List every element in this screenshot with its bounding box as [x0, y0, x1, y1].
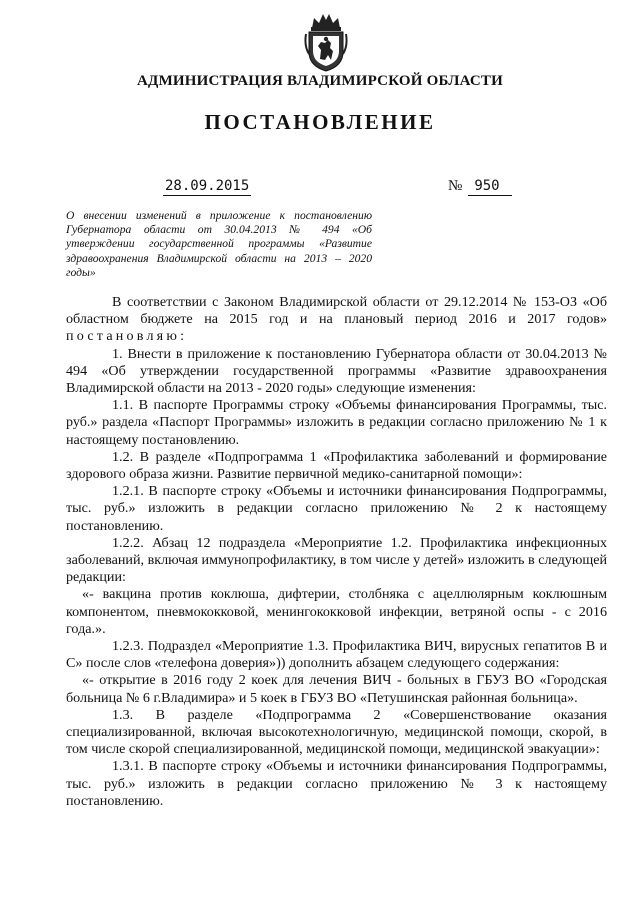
- paragraph-1-3-1: 1.3.1. В паспорте строку «Объемы и источники финансирования Подпрограммы, тыс. руб.» изложить в редакции согласно приложению № 3 к настоящему постановлению.: [66, 758, 607, 809]
- paragraph-1-2-3: 1.2.3. Подраздел «Мероприятие 1.3. Профилактика ВИЧ, вирусных гепатитов В и С» после слов «телефона доверия»)) дополнить абзацем следующего содержания:: [66, 638, 607, 672]
- preamble-paragraph: [66, 294, 607, 346]
- paragraph-1: 1. Внести в приложение к постановлению Губернатора области от 30.04.2013 № 494 «Об утверждении государственной программы «Развитие здравоохранения Владимирской области на 2013 - 2020 годы» следующие изменения:: [66, 345, 607, 397]
- paragraph-1-3: 1.3. В разделе «Подпрограмма 2 «Совершенствование оказания специализированной, включая высокотехнологичную, медицинской помощи, скорой, в том числе скорой специализированной, медицинской помощи, медицинской эвакуации»:: [66, 706, 607, 758]
- document-subject: О внесении изменений в приложение к постановлению Губернатора области от 30.04.2013 № 494 «Об утверждении государственной программы «Развитие здравоохранения Владимирской области на 2013 – 2020 годы»: [66, 209, 372, 279]
- coat-of-arms-icon: [304, 10, 348, 72]
- document-body: [66, 294, 607, 810]
- document-date: 28.09.2015: [165, 178, 250, 194]
- quoted-hiv-beds-paragraph: «- открытие в 2016 году 2 коек для лечения ВИЧ - больных в ГБУЗ ВО «Городская больница № 6 г.Владимира» и 5 коек в ГБУЗ ВО «Петушинская районная больница».: [66, 672, 607, 706]
- organization-name: АДМИНИСТРАЦИЯ ВЛАДИМИРСКОЙ ОБЛАСТИ: [137, 73, 503, 89]
- paragraph-1-2-2: 1.2.2. Абзац 12 подраздела «Мероприятие 1.2. Профилактика инфекционных заболеваний, включая иммунопрофилактику, в том числе у детей» изложить в следующей редакции:: [66, 534, 607, 586]
- paragraph-1-1: 1.1. В паспорте Программы строку «Объемы финансирования Программы, тыс. руб.» раздела «Паспорт Программы» изложить в редакции согласно приложению № 1 к настоящему постановлению.: [66, 397, 607, 448]
- document-number: [448, 178, 512, 195]
- preamble-text: В соответствии с Законом Владимирской области от 29.12.2014 № 153-ОЗ «Об областном бюджете на 2015 год и на плановый период 2016 и 2017 годов»: [66, 294, 607, 328]
- decree-word: постановляю:: [66, 328, 188, 345]
- paragraph-1-2-1: 1.2.1. В паспорте строку «Объемы и источники финансирования Подпрограммы, тыс. руб.» изложить в редакции согласно приложению № 2 к настоящему постановлению.: [66, 483, 607, 534]
- paragraph-1-2: 1.2. В разделе «Подпрограмма 1 «Профилактика заболеваний и формирование здорового образа жизни. Развитие первичной медико-санитарной помощи»:: [66, 448, 607, 483]
- number-label: №: [448, 178, 463, 194]
- document-type: ПОСТАНОВЛЕНИЕ: [204, 110, 436, 134]
- number-value: 950: [468, 178, 511, 196]
- quoted-vaccine-paragraph: «- вакцина против коклюша, дифтерии, столбняка с ацеллюлярным коклюшным компонентом, пневмококковой, менингококковой инфекции, ветряной оспы - с 2016 года.».: [66, 586, 607, 637]
